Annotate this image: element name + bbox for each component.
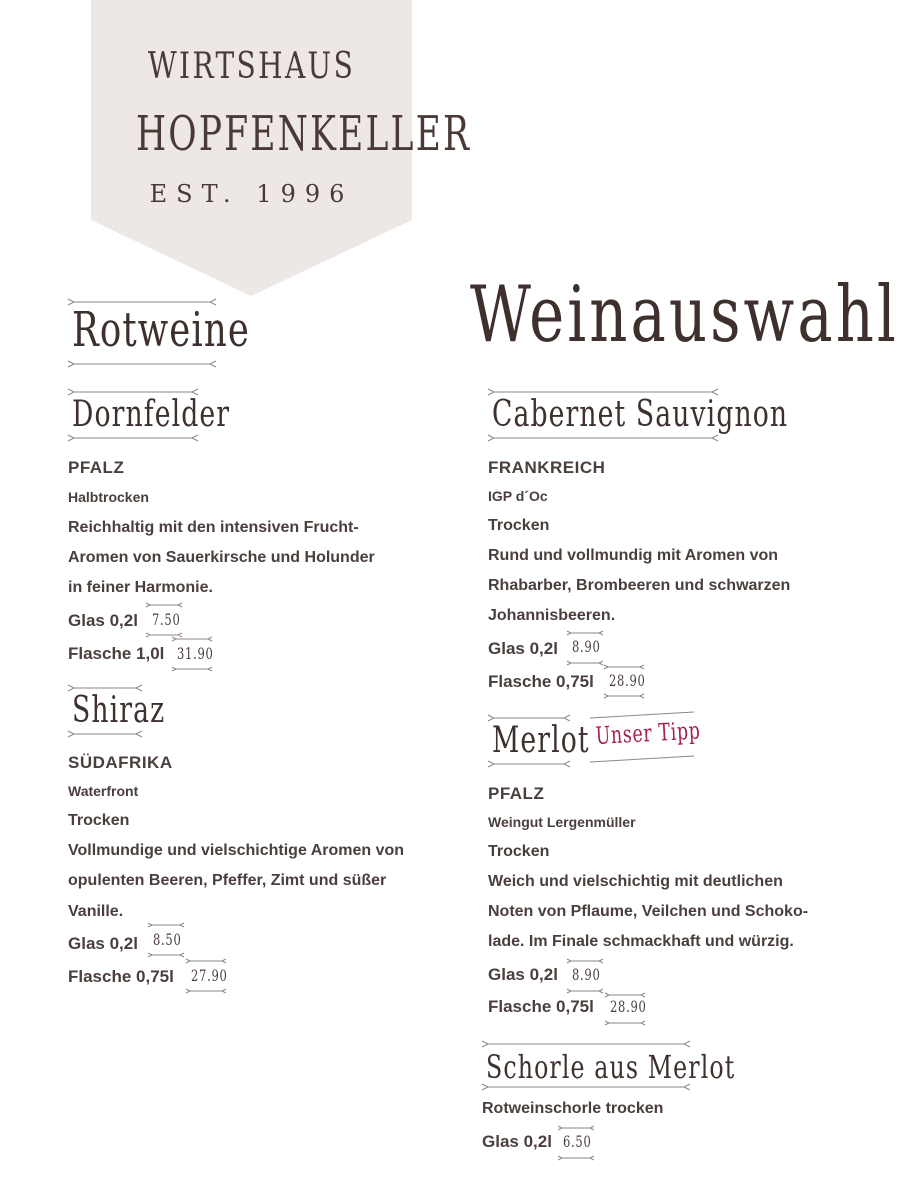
price-glass: 8.90: [572, 965, 601, 984]
section-heading-rotweine: Rotweine: [72, 302, 250, 358]
price-label-glass: Glas 0,2l: [68, 934, 138, 953]
price-label-bottle: Flasche 0,75l: [68, 967, 174, 986]
price-glass: 7.50: [152, 610, 181, 629]
wine-name-shiraz: Shiraz: [72, 690, 166, 731]
price-bottle: 28.90: [609, 671, 646, 690]
wine-region: FRANKREICH: [488, 458, 606, 477]
wine-style: Halbtrocken: [68, 489, 149, 505]
restaurant-name-line1: WIRTSHAUS: [147, 46, 356, 87]
ornament-line: [488, 434, 718, 442]
price-ornament: [567, 958, 603, 964]
price-label-glass: Glas 0,2l: [68, 611, 138, 630]
wine-producer: Waterfront: [68, 783, 139, 799]
wine-producer: Weingut Lergenmüller: [488, 814, 636, 830]
price-ornament: [558, 1125, 594, 1131]
price-glass: 8.50: [153, 930, 182, 949]
header-banner: [91, 0, 472, 296]
ornament-line: [488, 760, 570, 768]
wine-description-line: Noten von Pflaume, Veilchen und Schoko-: [488, 903, 809, 920]
price-label-glass: Glas 0,2l: [488, 639, 558, 658]
price-ornament: [148, 952, 184, 958]
wine-name-dornfelder: Dornfelder: [72, 394, 231, 435]
wine-description-line: Vanille.: [68, 903, 124, 920]
ornament-line: [68, 360, 216, 368]
wine-description-line: Reichhaltig mit den intensiven Frucht-: [68, 519, 359, 536]
price-ornament: [567, 988, 603, 994]
wine-style: Trocken: [68, 812, 130, 829]
price-ornament: [172, 666, 212, 672]
wine-description-line: Weich und vielschichtig mit deutlichen: [488, 873, 783, 890]
price-ornament: [605, 1020, 645, 1026]
price-bottle: 27.90: [191, 966, 228, 985]
price-ornament: [186, 958, 226, 964]
price-ornament: [148, 922, 184, 928]
ornament-line: [68, 434, 198, 442]
wine-description-line: in feiner Harmonie.: [68, 579, 213, 596]
wine-description-line: Aromen von Sauerkirsche und Holunder: [68, 549, 375, 566]
wine-name-cabernet: Cabernet Sauvignon: [492, 394, 789, 435]
recommendation-badge: Unser Tipp: [595, 716, 702, 750]
wine-description-line: lade. Im Finale schmackhaft und würzig.: [488, 933, 794, 950]
price-label-bottle: Flasche 0,75l: [488, 997, 594, 1016]
wine-region: SÜDAFRIKA: [68, 753, 173, 772]
price-glass: 8.90: [572, 637, 601, 656]
wine-description-line: Rund und vollmundig mit Aromen von: [488, 547, 779, 564]
ornament-line: [482, 1040, 690, 1048]
wine-description-line: Johannisbeeren.: [488, 607, 616, 624]
price-bottle: 31.90: [177, 644, 214, 663]
price-ornament: [604, 693, 644, 699]
price-label-glass: Glas 0,2l: [488, 965, 558, 984]
price-ornament: [558, 1155, 594, 1161]
schorle-description: [482, 1100, 663, 1118]
wine-name-merlot: Merlot: [492, 720, 590, 761]
price-label-bottle: Flasche 1,0l: [68, 644, 165, 663]
wine-producer: IGP d´Oc: [488, 488, 548, 504]
wine-region: PFALZ: [488, 784, 545, 803]
established-year: EST. 1996: [149, 180, 354, 208]
wine-style: Trocken: [488, 517, 550, 534]
schorle-name: Rotweinschorle: [482, 1100, 602, 1117]
section-heading-schorle: Schorle aus Merlot: [486, 1048, 736, 1086]
restaurant-name-line2: HOPFENKELLER: [135, 106, 472, 162]
price-ornament: [172, 636, 212, 642]
wine-region: PFALZ: [68, 458, 125, 477]
price-glass: 6.50: [563, 1132, 592, 1151]
price-ornament: [186, 988, 226, 994]
price-ornament: [146, 602, 182, 608]
price-label-bottle: Flasche 0,75l: [488, 672, 594, 691]
schorle-style: trocken: [601, 1100, 664, 1117]
wine-style: Trocken: [488, 843, 550, 860]
price-ornament: [567, 660, 603, 666]
price-bottle: 28.90: [610, 997, 647, 1016]
wine-description-line: Rhabarber, Brombeeren und schwarzen: [488, 577, 791, 594]
wine-description-line: Vollmundige und vielschichtige Aromen von: [68, 842, 405, 859]
ornament-line: [68, 730, 142, 738]
price-label-glass: Glas 0,2l: [482, 1132, 552, 1151]
wine-description-line: opulenten Beeren, Pfeffer, Zimt und süßer: [68, 872, 387, 889]
page-title: Weinauswahl: [470, 270, 899, 360]
ornament-line: [482, 1083, 690, 1091]
price-ornament: [604, 664, 644, 670]
price-ornament: [567, 630, 603, 636]
